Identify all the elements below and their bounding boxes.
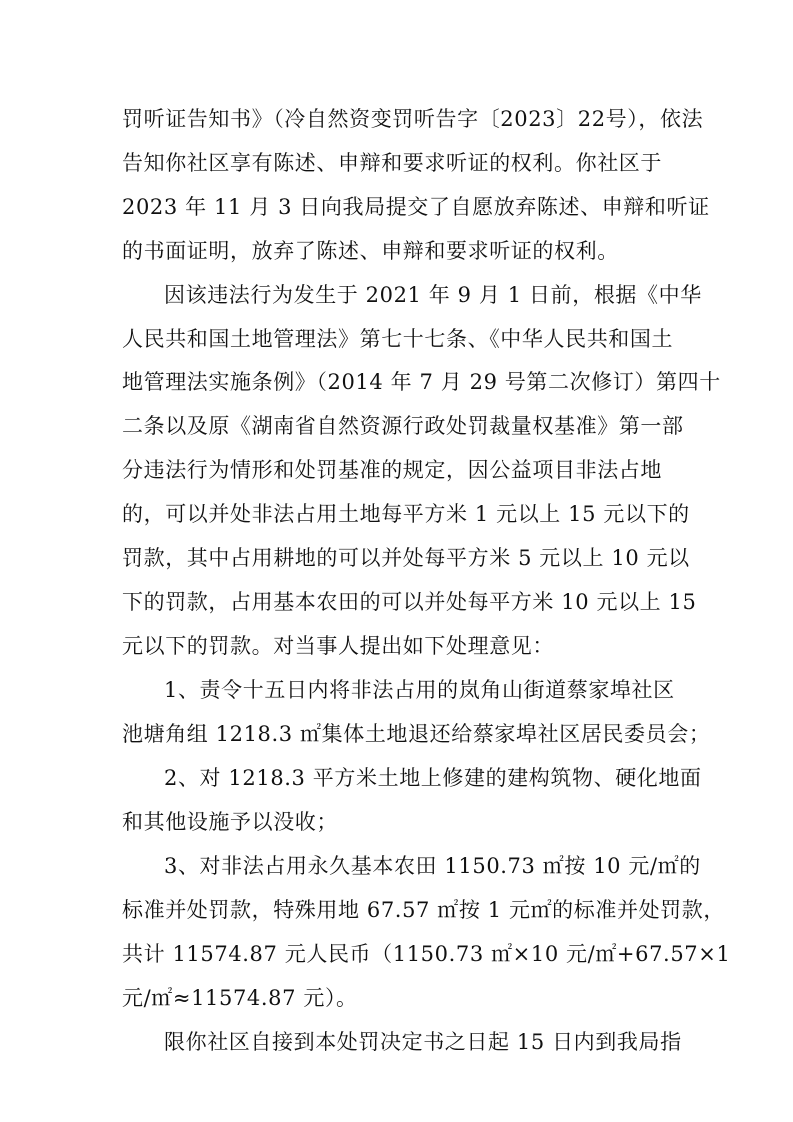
text-line: 地管理法实施条例》（2014 年 7 月 29 号第二次修订）第四十 [122, 370, 721, 394]
text-line: 的书面证明，放弃了陈述、申辩和要求听证的权利。 [122, 239, 619, 263]
text-line: 2023 年 11 月 3 日向我局提交了自愿放弃陈述、申辩和听证 [122, 195, 710, 219]
text-line: 分违法行为情形和处罚基准的规定，因公益项目非法占地 [122, 458, 662, 482]
text-line: 罚款，其中占用耕地的可以并处每平方米 5 元以上 10 元以 [122, 546, 690, 570]
text-line: 元以下的罚款。对当事人提出如下处理意见： [122, 634, 554, 658]
text-line: 二条以及原《湖南省自然资源行政处罚裁量权基准》第一部 [122, 414, 684, 438]
text-line: 告知你社区享有陈述、申辩和要求听证的权利。你社区于 [122, 151, 662, 175]
text-line: 的，可以并处非法占用土地每平方米 1 元以上 15 元以下的 [122, 502, 690, 526]
text-line: 人民共和国土地管理法》第七十七条、《中华人民共和国土 [122, 327, 674, 351]
text-line: 标准并处罚款，特殊用地 67.57 ㎡按 1 元㎡的标准并处罚款， [122, 898, 725, 922]
text-line: 共计 11574.87 元人民币（1150.73 ㎡×10 元/㎡+67.57×1 [122, 942, 731, 966]
paragraph-start-line: 因该违法行为发生于 2021 年 9 月 1 日前，根据《中华 [164, 283, 702, 307]
text-line: 下的罚款，占用基本农田的可以并处每平方米 10 元以上 15 [122, 590, 697, 614]
paragraph-start-line: 限你社区自接到本处罚决定书之日起 15 日内到我局指 [164, 1030, 682, 1054]
text-line: 罚听证告知书》（冷自然资变罚听告字〔2023〕22号），依法 [122, 107, 704, 131]
text-line: 和其他设施予以没收； [122, 810, 338, 834]
text-line: 池塘角组 1218.3 ㎡集体土地退还给蔡家埠社区居民委员会； [122, 722, 711, 746]
list-item-1: 1、责令十五日内将非法占用的岚角山街道蔡家埠社区 [164, 678, 675, 702]
list-item-3: 3、对非法占用永久基本农田 1150.73 ㎡按 10 元/㎡的 [164, 854, 701, 878]
list-item-2: 2、对 1218.3 平方米土地上修建的建构筑物、硬化地面 [164, 766, 702, 790]
text-line: 元/㎡≈11574.87 元）。 [122, 986, 358, 1010]
